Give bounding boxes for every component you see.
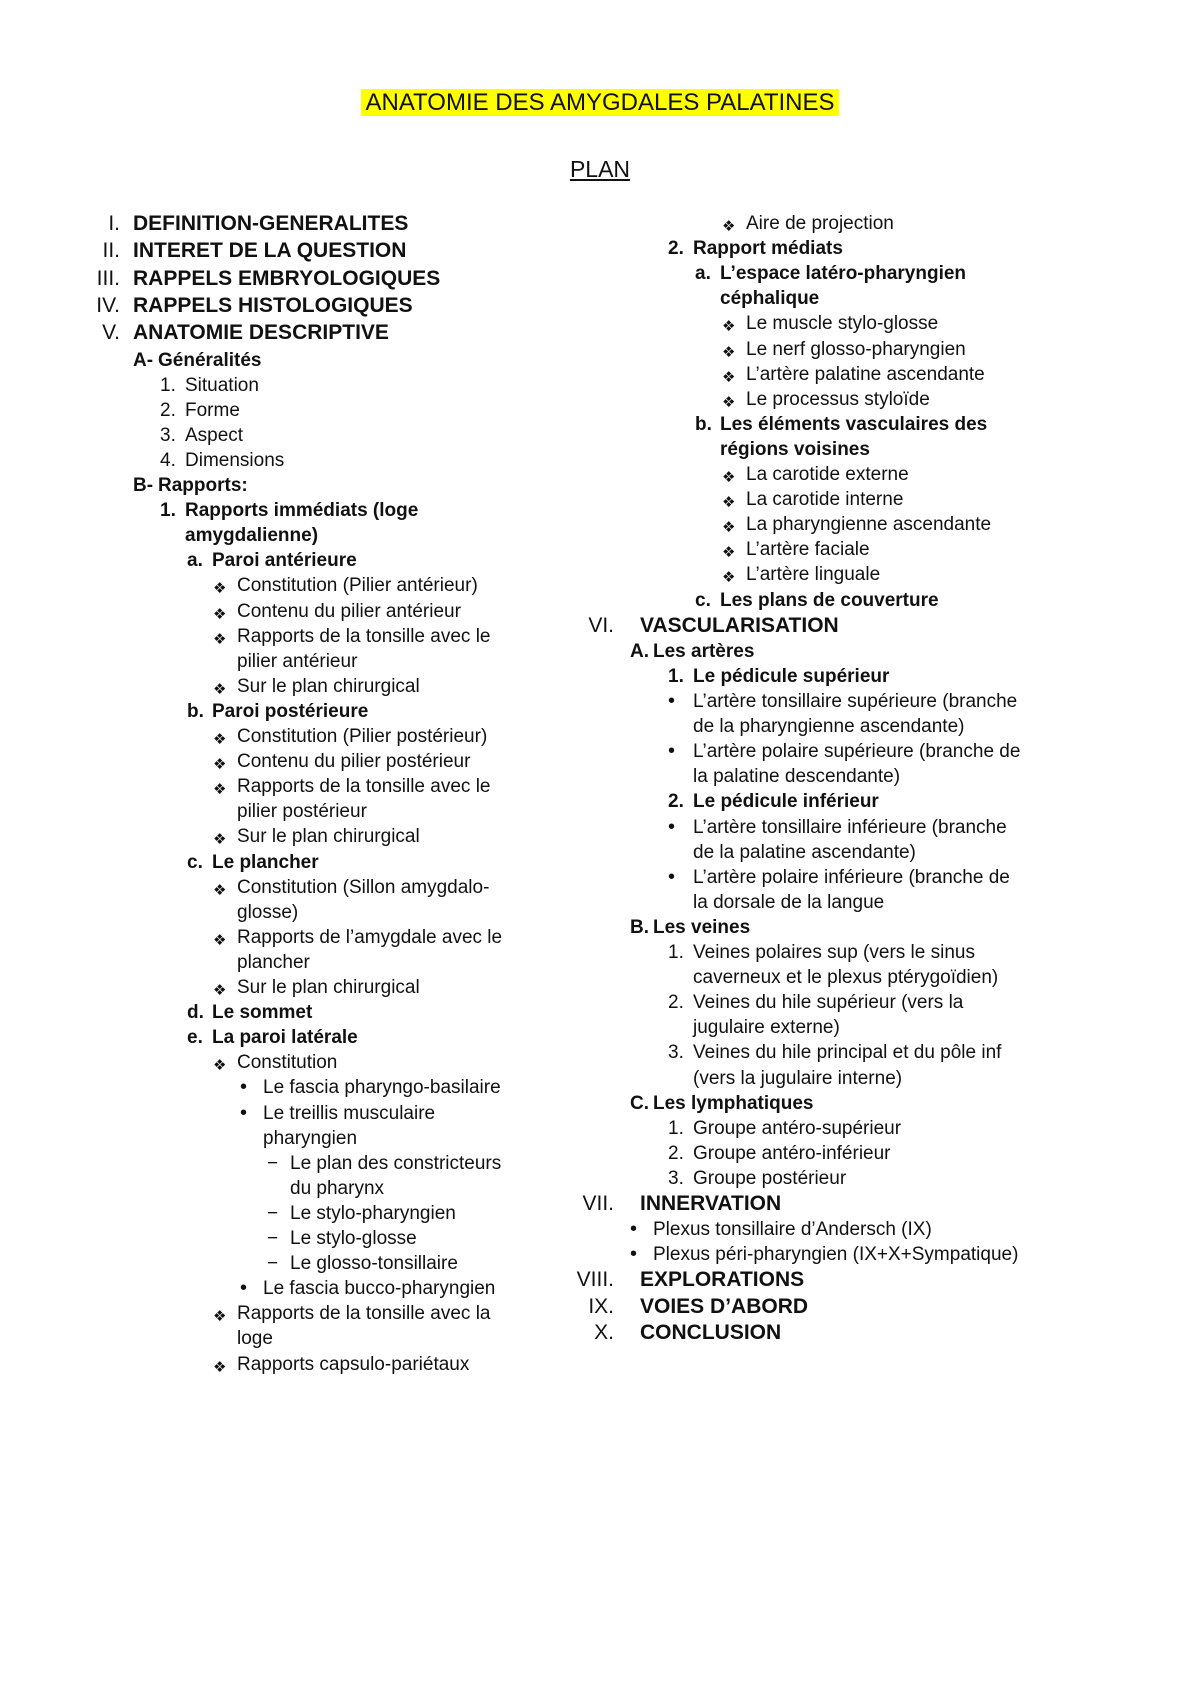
outline-marker: IV.: [96, 293, 120, 317]
outline-text: Le treillis musculaire: [263, 1102, 436, 1124]
outline-marker: ❖: [213, 1057, 227, 1075]
outline-text: La pharyngienne ascendante: [746, 514, 992, 536]
document-title: [0, 88, 1200, 118]
outline-marker: ❖: [722, 393, 736, 411]
outline-marker: •: [668, 865, 676, 888]
outline-marker: •: [630, 1218, 638, 1241]
outline-text: Groupe postérieur: [693, 1167, 847, 1189]
outline-marker: ❖: [722, 519, 736, 537]
outline-text: (vers la jugulaire interne): [693, 1067, 903, 1089]
outline-marker: ❖: [722, 218, 736, 235]
outline-text: Paroi postérieure: [212, 700, 369, 722]
outline-text: Veines du hile principal et du pôle inf: [693, 1042, 1002, 1064]
outline-marker: 2.: [668, 992, 684, 1014]
outline-text: L’artère palatine ascendante: [746, 363, 985, 385]
outline-marker: •: [630, 1243, 638, 1266]
outline-marker: −: [267, 1228, 279, 1249]
outline-marker: e.: [187, 1027, 203, 1049]
outline-marker: ❖: [213, 881, 227, 899]
outline-marker: A.: [630, 640, 649, 662]
outline-text: Rapports de la tonsille avec le: [237, 776, 491, 798]
outline-marker: I.: [108, 212, 120, 235]
outline-text: Le stylo-pharyngien: [290, 1202, 456, 1224]
outline-marker: ❖: [722, 494, 736, 512]
outline-text: Le glosso-tonsillaire: [290, 1253, 458, 1275]
outline-text: VOIES D’ABORD: [640, 1294, 809, 1318]
outline-text: caverneux et le plexus ptérygoïdien): [693, 967, 999, 989]
outline-text: Plexus péri-pharyngien (IX+X+Sympatique): [653, 1244, 1019, 1266]
outline-text: Dimensions: [185, 449, 285, 471]
outline-text: Rapports capsulo-pariétaux: [237, 1353, 470, 1375]
outline-text: Constitution (Pilier postérieur): [237, 726, 488, 747]
outline-text: Le sommet: [212, 1002, 313, 1024]
outline-text: L’artère faciale: [746, 539, 870, 561]
outline-marker: •: [668, 740, 676, 763]
outline-text: loge: [237, 1328, 273, 1350]
outline-text: Le fascia bucco-pharyngien: [263, 1278, 496, 1300]
outline-text: plancher: [237, 951, 310, 973]
outline-text: Les plans de couverture: [720, 589, 939, 611]
outline-text: Forme: [185, 399, 240, 421]
outline-marker: −: [267, 1202, 279, 1224]
outline-marker: ❖: [722, 318, 736, 336]
outline-text: céphalique: [720, 288, 820, 310]
outline-marker: •: [240, 1101, 248, 1124]
outline-text: Sur le plan chirurgical: [237, 675, 420, 697]
outline-text: Le plan des constricteurs: [290, 1152, 502, 1174]
outline-marker: 1.: [668, 942, 684, 963]
outline-text: Le pédicule inférieur: [693, 791, 879, 813]
outline-text: Veines du hile supérieur (vers la: [693, 992, 964, 1014]
outline-text: Les artères: [653, 640, 755, 662]
outline-text: de la palatine ascendante): [693, 841, 916, 863]
outline-text: amygdalienne): [185, 525, 319, 547]
outline-marker: •: [240, 1076, 248, 1099]
outline-marker: B-: [133, 475, 154, 496]
outline-marker: 2.: [668, 791, 684, 813]
outline-marker: •: [668, 690, 676, 712]
outline-marker: ❖: [722, 343, 736, 361]
document-title-text: ANATOMIE DES AMYGDALES PALATINES: [361, 89, 838, 116]
outline-text: pharyngien: [263, 1127, 358, 1149]
outline-text: La carotide interne: [746, 489, 904, 511]
outline-text: pilier antérieur: [237, 650, 358, 672]
outline-text: Sur le plan chirurgical: [237, 826, 420, 848]
outline-marker: ❖: [213, 831, 227, 849]
plan-heading: PLAN: [569, 156, 631, 182]
outline-text: RAPPELS HISTOLOGIQUES: [133, 293, 413, 317]
outline-text: L’artère polaire inférieure (branche de: [693, 866, 1010, 888]
outline-text: L’artère tonsillaire inférieure (branche: [693, 816, 1007, 838]
outline-marker: 2.: [668, 238, 684, 260]
outline-marker: ❖: [213, 630, 227, 648]
outline-text: ANATOMIE DESCRIPTIVE: [133, 321, 389, 345]
outline-text: CONCLUSION: [640, 1320, 782, 1344]
outline-text: DEFINITION-GENERALITES: [133, 212, 409, 235]
outline-text: Rapports de l’amygdale avec le: [237, 926, 503, 948]
outline-marker: C.: [630, 1092, 649, 1114]
outline-marker: c.: [187, 851, 203, 873]
outline-text: du pharynx: [290, 1177, 385, 1199]
outline-marker: −: [267, 1253, 279, 1275]
outline-marker: ❖: [722, 368, 736, 386]
outline-marker: a.: [695, 263, 711, 285]
outline-text: La carotide externe: [746, 464, 909, 485]
outline-text: Le nerf glosso-pharyngien: [746, 338, 966, 360]
outline-marker: 1.: [668, 1117, 684, 1139]
outline-marker: IX.: [588, 1294, 614, 1318]
outline-text: Le muscle stylo-glosse: [746, 313, 939, 335]
outline-marker: ❖: [213, 580, 227, 598]
outline-text: Le pédicule supérieur: [693, 665, 890, 687]
outline-marker: B.: [630, 916, 649, 938]
outline-text: Sur le plan chirurgical: [237, 977, 420, 998]
outline-text: Le processus styloïde: [746, 388, 930, 410]
outline-marker: VI.: [588, 613, 614, 637]
outline-marker: III.: [96, 266, 120, 290]
outline-text: Contenu du pilier antérieur: [237, 600, 461, 622]
outline-text: L’artère tonsillaire supérieure (branche: [693, 691, 1018, 712]
outline-marker: ❖: [722, 544, 736, 562]
outline-marker: d.: [187, 1002, 204, 1024]
outline-text: La paroi latérale: [212, 1027, 358, 1049]
outline-marker: V.: [102, 321, 120, 345]
outline-text: Plexus tonsillaire d’Andersch (IX): [653, 1219, 932, 1241]
outline-text: L’artère linguale: [746, 564, 881, 586]
outline-marker: 2.: [160, 399, 176, 421]
outline-marker: ❖: [213, 680, 227, 698]
outline-text: Constitution: [237, 1052, 338, 1074]
outline-text: VASCULARISATION: [640, 613, 839, 637]
outline-marker: 3.: [668, 1167, 684, 1189]
outline-text: pilier postérieur: [237, 801, 367, 823]
outline-marker: X.: [594, 1320, 614, 1344]
outline-text: régions voisines: [720, 438, 870, 460]
outline-text: Les lymphatiques: [653, 1092, 814, 1114]
outline-text: Veines polaires sup (vers le sinus: [693, 942, 975, 963]
outline-text: L’artère polaire supérieure (branche de: [693, 741, 1021, 763]
outline-text: Généralités: [158, 349, 262, 371]
outline-text: INNERVATION: [640, 1192, 782, 1215]
outline-marker: a.: [187, 550, 203, 572]
outline-text: Constitution (Sillon amygdalo-: [237, 876, 490, 898]
outline-text: Le stylo-glosse: [290, 1228, 417, 1249]
outline-marker: ❖: [213, 1308, 227, 1326]
outline-text: la palatine descendante): [693, 766, 901, 788]
outline-text: RAPPELS EMBRYOLOGIQUES: [133, 266, 441, 290]
outline-marker: 1.: [160, 500, 176, 522]
outline-marker: A-: [133, 349, 154, 371]
outline-text: Groupe antéro-inférieur: [693, 1142, 891, 1164]
outline-text: Rapports de la tonsille avec la: [237, 1303, 491, 1325]
outline-text: Constitution (Pilier antérieur): [237, 575, 478, 597]
outline-text: Paroi antérieure: [212, 550, 357, 572]
outline-marker: b.: [187, 700, 204, 722]
outline-marker: 3.: [668, 1042, 684, 1064]
outline-text: Le plancher: [212, 851, 319, 873]
outline-text: INTERET DE LA QUESTION: [133, 239, 407, 263]
outline-marker: 1.: [160, 374, 176, 396]
outline-text: Le fascia pharyngo-basilaire: [263, 1077, 501, 1099]
outline-marker: ❖: [213, 982, 227, 999]
outline-text: Contenu du pilier postérieur: [237, 751, 471, 773]
outline-marker: VIII.: [576, 1268, 614, 1292]
outline-text: Les éléments vasculaires des: [720, 413, 988, 435]
outline-marker: b.: [695, 413, 712, 435]
outline-marker: ❖: [213, 1358, 227, 1376]
outline-text: EXPLORATIONS: [640, 1268, 805, 1292]
outline-marker: •: [240, 1277, 248, 1300]
outline-marker: II.: [102, 239, 120, 263]
outline-text: Rapports immédiats (loge: [185, 500, 419, 522]
outline-text: Situation: [185, 374, 259, 396]
outline-marker: c.: [695, 589, 711, 611]
outline-marker: •: [668, 815, 676, 838]
outline-marker: ❖: [722, 469, 736, 486]
outline-text: Rapports:: [158, 475, 248, 496]
outline-marker: ❖: [213, 756, 227, 774]
outline-text: Groupe antéro-supérieur: [693, 1117, 902, 1139]
outline-marker: 2.: [668, 1142, 684, 1164]
outline-marker: ❖: [213, 781, 227, 799]
outline-text: la dorsale de la langue: [693, 891, 885, 913]
outline-text: de la pharyngienne ascendante): [693, 716, 965, 738]
outline-text: L’espace latéro-pharyngien: [720, 263, 967, 285]
outline-text: Rapports de la tonsille avec le: [237, 625, 491, 647]
outline-text: Rapport médiats: [693, 238, 843, 260]
outline-marker: 4.: [160, 449, 176, 471]
outline-marker: ❖: [722, 569, 736, 587]
outline-text: jugulaire externe): [693, 1017, 840, 1039]
outline-marker: ❖: [213, 931, 227, 949]
outline-marker: ❖: [213, 731, 227, 748]
outline-text: glosse): [237, 901, 299, 923]
outline-text: Aire de projection: [746, 213, 894, 234]
outline-marker: 3.: [160, 424, 176, 446]
outline-marker: VII.: [582, 1192, 614, 1215]
outline-marker: 1.: [668, 665, 684, 687]
outline-marker: ❖: [213, 605, 227, 623]
outline-text: Les veines: [653, 916, 751, 938]
outline-marker: −: [267, 1152, 279, 1174]
outline-text: Aspect: [185, 424, 244, 446]
